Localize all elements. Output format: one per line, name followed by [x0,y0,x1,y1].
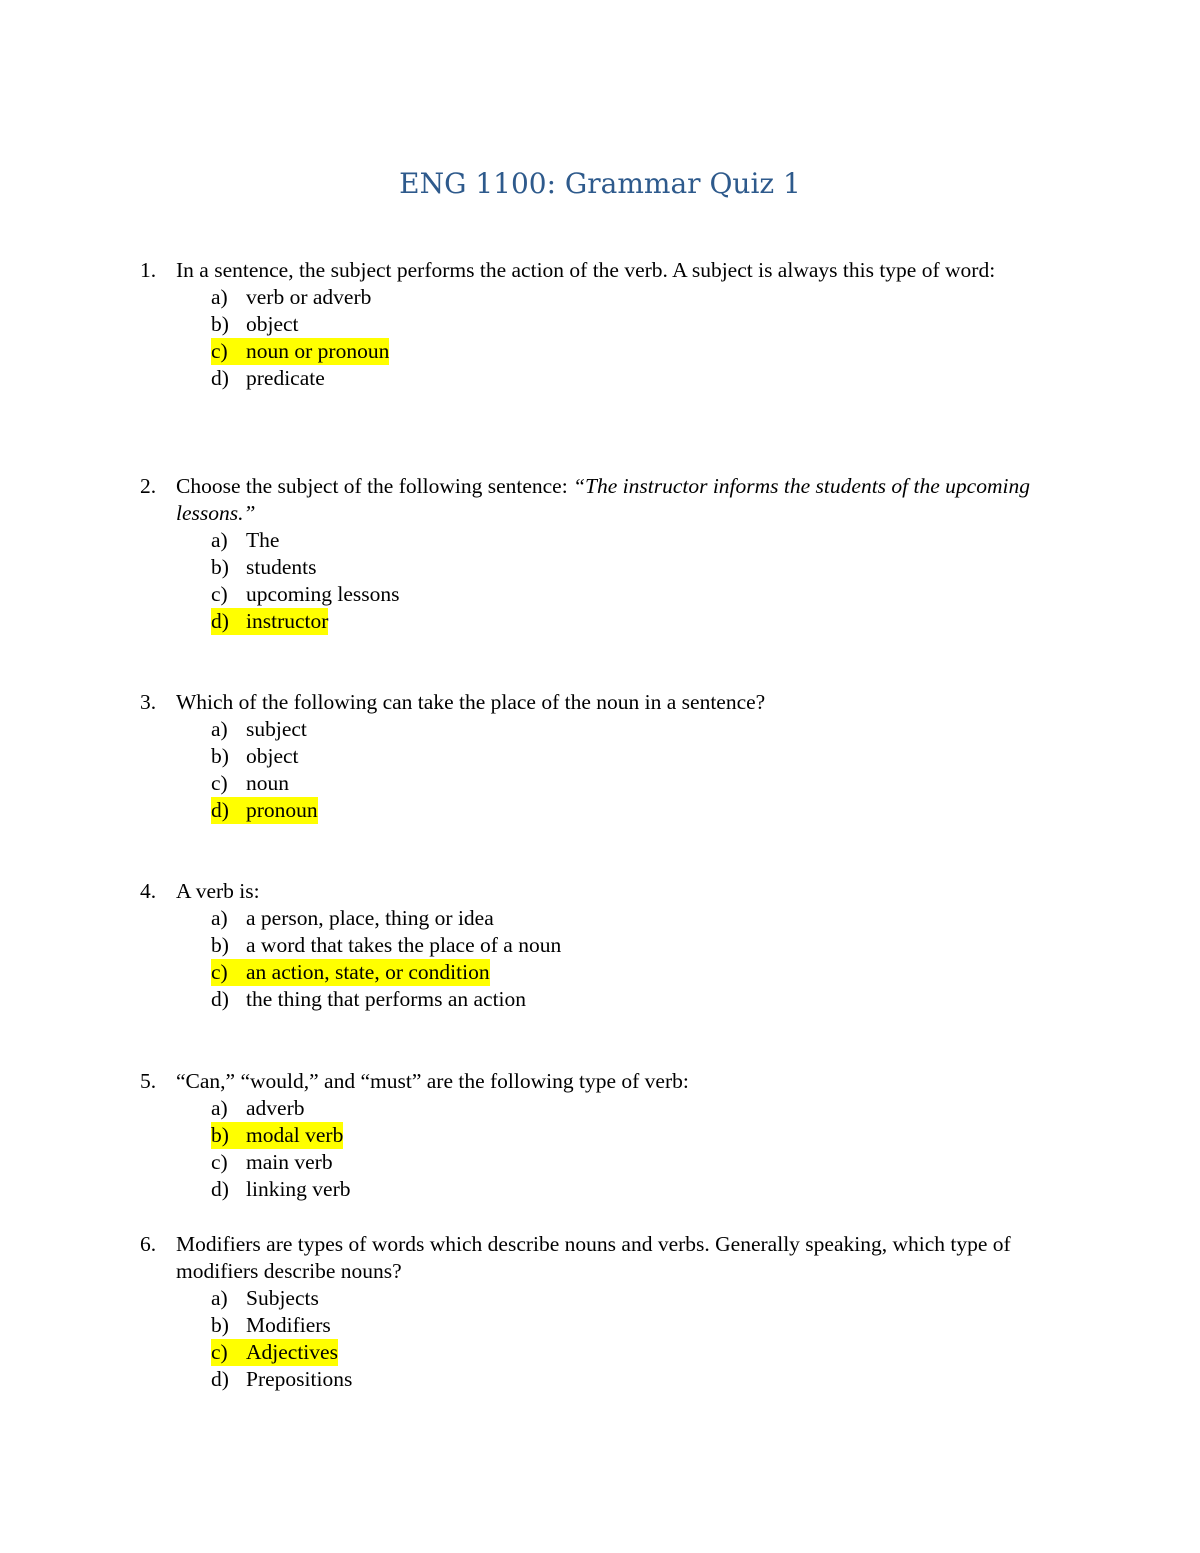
answer-option-content [211,284,371,311]
answer-option-content [211,1176,351,1203]
answer-option-content [211,1285,319,1312]
option-letter: a) [211,285,228,309]
question-number: 1. [140,258,157,282]
option-letter: d) [211,798,229,822]
answer-option [0,959,1200,986]
correct-answer-highlight [211,1122,343,1149]
answer-option [0,986,1200,1013]
question-3 [0,689,1200,824]
answer-option [0,1149,1200,1176]
answer-option-content [211,581,399,608]
question-stem [0,473,1036,527]
correct-answer-highlight [211,608,328,635]
option-letter: a) [211,1286,228,1310]
question-stem [0,689,1036,716]
answer-option-content [211,527,279,554]
answer-option [0,554,1200,581]
option-letter: a) [211,528,228,552]
answer-option-content [211,365,325,392]
answer-option-content [211,743,299,770]
correct-answer-highlight [211,1339,338,1366]
option-text: instructor [246,609,329,633]
answer-option-content [211,1366,352,1393]
question-number: 5. [140,1069,157,1093]
correct-answer-highlight [211,797,318,824]
answer-option [0,1176,1200,1203]
answer-option [0,608,1200,635]
answer-option [0,770,1200,797]
question-stem [0,878,1036,905]
correct-answer-highlight [211,338,389,365]
question-stem [0,257,1036,284]
page-title: ENG 1100: Grammar Quiz 1 [399,167,801,200]
option-letter: b) [211,312,229,336]
answer-option-content [211,1149,333,1176]
option-text: a person, place, thing or idea [246,906,494,930]
option-letter: b) [211,933,229,957]
option-letter: c) [211,1150,228,1174]
option-text: verb or adverb [246,285,372,309]
answer-option [0,1312,1200,1339]
answer-options [0,716,1200,824]
option-letter: c) [211,339,228,363]
answer-options [0,284,1200,392]
option-letter: c) [211,960,228,984]
answer-option-content [211,770,289,797]
answer-options [0,527,1200,635]
answer-option [0,1285,1200,1312]
option-letter: a) [211,906,228,930]
option-letter: c) [211,582,228,606]
question-quote: “The instructor informs the students of the upcoming lessons.” [176,474,1030,525]
answer-option [0,905,1200,932]
question-text: “Can,” “would,” and “must” are the following type of verb: [176,1069,689,1093]
question-number: 6. [140,1232,157,1256]
option-text: subject [246,717,307,741]
question-number: 2. [140,474,157,498]
answer-option-content [211,311,299,338]
option-letter: d) [211,987,229,1011]
option-text: adverb [246,1096,305,1120]
option-text: modal verb [246,1123,344,1147]
option-text: Adjectives [246,1340,338,1364]
answer-option [0,1095,1200,1122]
answer-options [0,1095,1200,1203]
answer-option-content [211,554,316,581]
question-text: Modifiers are types of words which describe nouns and verbs. Generally speaking, which type of modifiers describe nouns? [176,1232,1011,1283]
answer-option [0,527,1200,554]
option-text: main verb [246,1150,333,1174]
option-text: an action, state, or condition [246,960,490,984]
option-text: object [246,744,299,768]
option-letter: d) [211,1177,229,1201]
answer-option [0,716,1200,743]
question-text: In a sentence, the subject performs the action of the verb. A subject is always this type of word: [176,258,996,282]
option-text: Prepositions [246,1367,353,1391]
option-letter: d) [211,609,229,633]
answer-option [0,743,1200,770]
option-text: Subjects [246,1286,319,1310]
question-stem [0,1068,1036,1095]
option-text: noun [246,771,289,795]
question-6 [0,1231,1200,1393]
option-letter: d) [211,366,229,390]
answer-option [0,284,1200,311]
answer-option [0,365,1200,392]
answer-option-content [211,1312,331,1339]
option-text: upcoming lessons [246,582,400,606]
question-text: A verb is: [176,879,260,903]
answer-option-content [211,905,494,932]
option-text: noun or pronoun [246,339,390,363]
option-text: object [246,312,299,336]
question-number: 4. [140,879,157,903]
option-letter: d) [211,1367,229,1391]
option-letter: c) [211,771,228,795]
question-2 [0,473,1200,635]
option-letter: b) [211,1313,229,1337]
answer-option [0,1339,1200,1366]
option-text: predicate [246,366,325,390]
answer-option-content [211,986,526,1013]
question-5 [0,1068,1200,1203]
answer-option [0,1122,1200,1149]
option-letter: c) [211,1340,228,1364]
option-letter: a) [211,717,228,741]
answer-option [0,797,1200,824]
option-text: students [246,555,317,579]
answer-option-content [211,1095,305,1122]
answer-option [0,581,1200,608]
question-stem [0,1231,1036,1285]
option-letter: b) [211,555,229,579]
option-letter: b) [211,744,229,768]
option-text: pronoun [246,798,318,822]
question-4 [0,878,1200,1013]
option-text: The [246,528,280,552]
answer-option-content [211,716,307,743]
question-number: 3. [140,690,157,714]
option-text: the thing that performs an action [246,987,527,1011]
answer-option [0,311,1200,338]
question-text: Choose the subject of the following sentence: [176,474,574,498]
option-text: linking verb [246,1177,351,1201]
option-letter: b) [211,1123,229,1147]
correct-answer-highlight [211,959,490,986]
answer-option [0,338,1200,365]
answer-options [0,905,1200,1013]
question-text: Which of the following can take the place of the noun in a sentence? [176,690,766,714]
answer-option-content [211,932,561,959]
answer-option [0,932,1200,959]
answer-option [0,1366,1200,1393]
answer-options [0,1285,1200,1393]
question-1 [0,257,1200,392]
option-text: Modifiers [246,1313,331,1337]
option-text: a word that takes the place of a noun [246,933,562,957]
option-letter: a) [211,1096,228,1120]
